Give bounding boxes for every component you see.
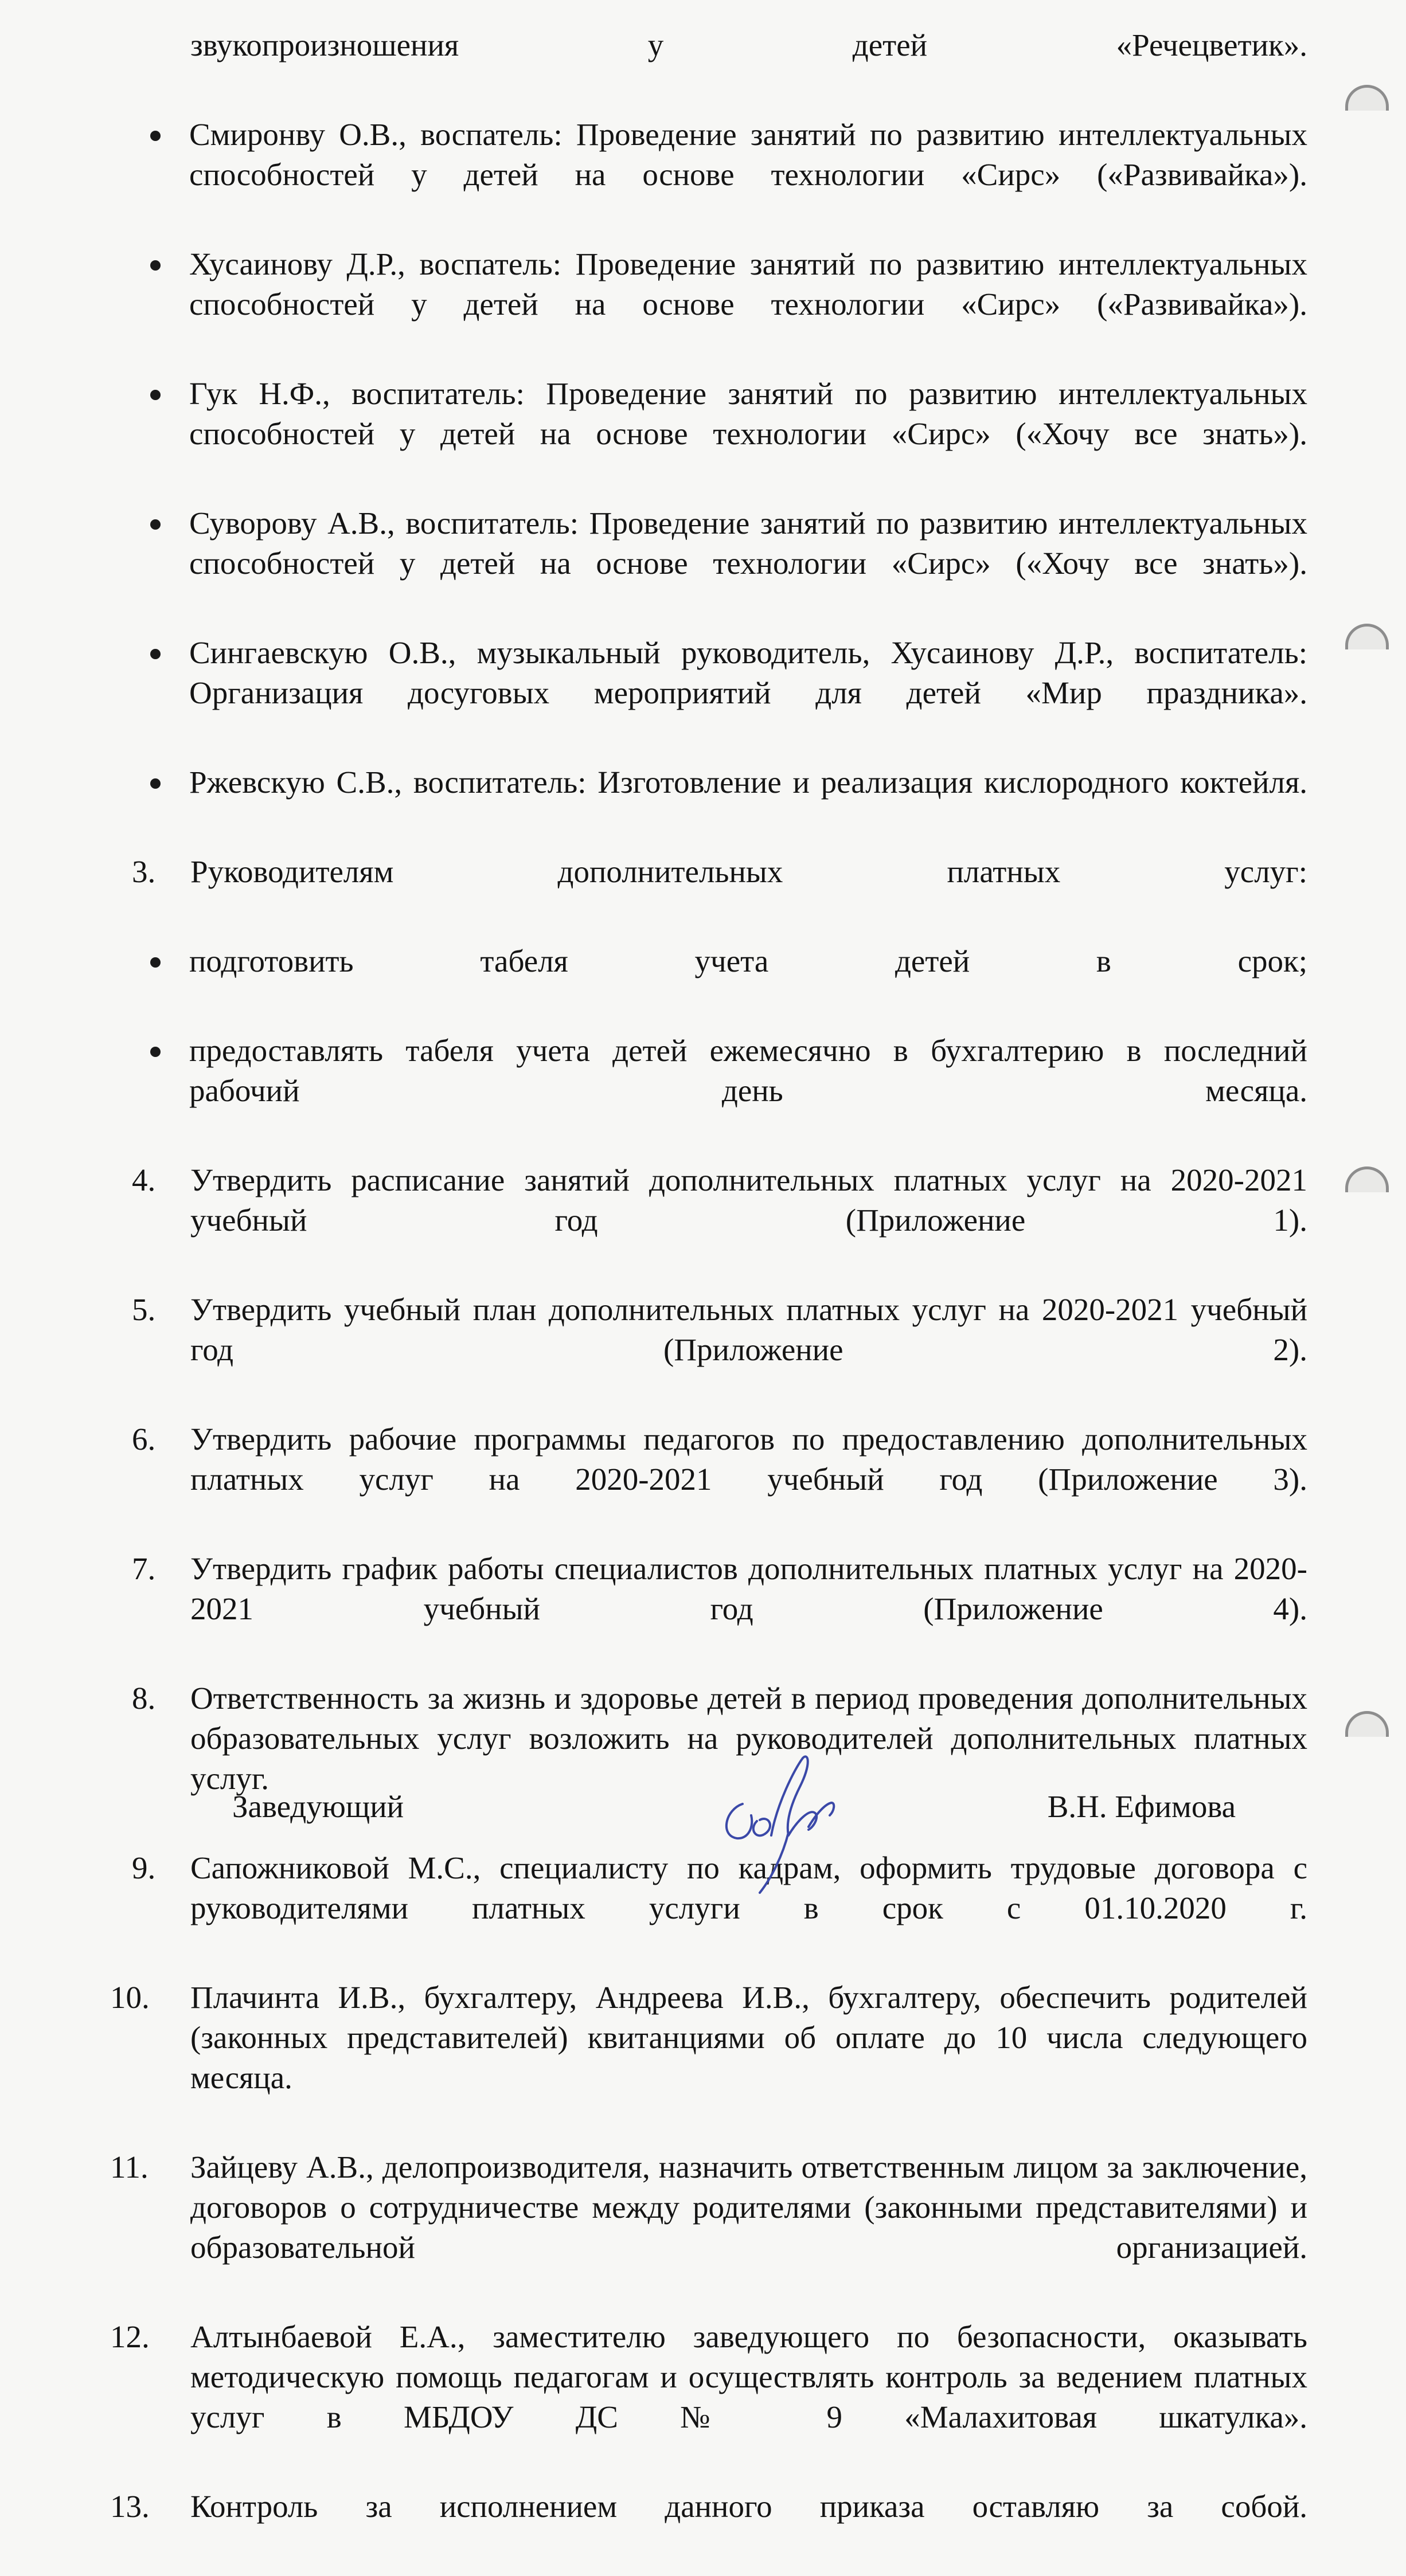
continued-text — [132, 25, 1307, 105]
item-text: Зайцеву А.В., делопроизводителя, назначить ответственным лицом за заключение, договоров о сотрудничестве между родителями (законными представителями) и образовательной организацией. — [190, 2150, 1307, 2265]
item-number: 6. — [132, 1422, 156, 1457]
item-text: Утвердить расписание занятий дополнительных платных услуг на 2020-2021 учебный год (Приложение 1). — [190, 1162, 1307, 1238]
numbered-item — [132, 1290, 1307, 1410]
item-text: Сингаевскую О.В., музыкальный руководитель, Хусаинову Д.Р., воспитатель: Организация досуговых мероприятий для детей «Мир праздника». — [189, 635, 1307, 710]
item-text: Плачинта И.В., бухгалтеру, Андреева И.В., бухгалтеру, обеспечить родителей (законных представителей) квитанциями об оплате до 10 числа следующего месяца. — [190, 1980, 1307, 2095]
bullet-item — [132, 374, 1307, 494]
numbered-item — [132, 852, 1307, 932]
numbered-item — [110, 2487, 1307, 2567]
item-text: Утвердить график работы специалистов дополнительных платных услуг на 2020-2021 учебный год (Приложение 4). — [190, 1551, 1307, 1626]
bullet-item — [132, 503, 1307, 624]
item-number: 9. — [132, 1850, 156, 1885]
item-text: Ответственность за жизнь и здоровье детей в период проведения дополнительных образовательных услуг возложить на руководителей дополнительных платных услуг. — [190, 1681, 1307, 1796]
signatory-name: В.Н. Ефимова — [1047, 1789, 1236, 1824]
binder-hole — [1345, 1166, 1389, 1192]
item-text: Гук Н.Ф., воспитатель: Проведение занятий по развитию интеллектуальных способностей у детей на основе технологии «Сирс» («Хочу все знать»). — [189, 376, 1307, 451]
item-text: Алтынбаевой Е.А., заместителю заведующего по безопасности, оказывать методическую помощь педагогам и осуществлять контроль за ведением платных услуг в МБДОУ ДС № 9 «Малахитовая шкатулка». — [190, 2319, 1307, 2434]
item-number: 5. — [132, 1292, 156, 1327]
bullet-icon — [150, 649, 161, 659]
item-text: подготовить табеля учета детей в срок; — [189, 944, 1307, 978]
numbered-item — [110, 2317, 1307, 2477]
numbered-item — [132, 1419, 1307, 1540]
item-text: звукопроизношения у детей «Речецветик». — [190, 28, 1307, 62]
item-number: 7. — [132, 1551, 156, 1586]
binder-hole — [1345, 85, 1389, 111]
numbered-item — [132, 1549, 1307, 1669]
item-number: 4. — [132, 1162, 156, 1197]
handwritten-signature — [702, 1735, 852, 1901]
item-text: Контроль за исполнением данного приказа оставляю за собой. — [190, 2489, 1307, 2524]
item-text: Утвердить рабочие программы педагогов по предоставлению дополнительных платных услуг на 2020-2021 учебный год (Приложение 3). — [190, 1422, 1307, 1497]
bullet-item — [132, 244, 1307, 365]
signatory-title: Заведующий — [232, 1789, 404, 1824]
item-text: Руководителям дополнительных платных услуг: — [190, 854, 1307, 889]
bullet-icon — [150, 131, 161, 141]
bullet-item — [132, 941, 1307, 1021]
numbered-item — [132, 1160, 1307, 1281]
bullet-item — [132, 115, 1307, 235]
item-number: 12. — [110, 2319, 150, 2354]
bullet-icon — [150, 1047, 161, 1057]
item-number: 11. — [110, 2150, 149, 2184]
bullet-icon — [150, 390, 161, 400]
binder-hole — [1345, 1711, 1389, 1737]
bullet-item — [132, 1031, 1307, 1151]
item-text: Суворову А.В., воспитатель: Проведение занятий по развитию интеллектуальных способностей у детей на основе технологии «Сирс» («Хочу все знать»). — [189, 506, 1307, 581]
numbered-item — [110, 1978, 1307, 2138]
binder-hole — [1345, 624, 1389, 649]
bullet-icon — [150, 260, 161, 271]
bullet-icon — [150, 778, 161, 789]
item-number: 3. — [132, 854, 156, 889]
numbered-item — [110, 2147, 1307, 2308]
document-body — [110, 25, 1307, 2576]
item-text: Сапожниковой М.С., специалисту по кадрам, оформить трудовые договора с руководителями платных услуги в срок с 01.10.2020 г. — [190, 1850, 1307, 1925]
item-text: Хусаинову Д.Р., воспатель: Проведение занятий по развитию интеллектуальных способностей у детей на основе технологии «Сирс» («Развивайка»). — [189, 246, 1307, 322]
signature-block — [232, 1787, 1236, 1844]
item-number: 13. — [110, 2489, 150, 2524]
bullet-icon — [150, 957, 161, 968]
item-number: 10. — [110, 1980, 150, 2015]
bullet-item — [132, 762, 1307, 843]
item-text: Смиронву О.В., воспатель: Проведение занятий по развитию интеллектуальных способностей у детей на основе технологии «Сирс» («Развивайка»). — [189, 117, 1307, 192]
item-text: Ржевскую С.В., воспитатель: Изготовление и реализация кислородного коктейля. — [189, 765, 1307, 800]
item-number: 8. — [132, 1681, 156, 1716]
bullet-item — [132, 633, 1307, 753]
item-text: предоставлять табеля учета детей ежемесячно в бухгалтерию в последний рабочий день месяца. — [189, 1033, 1307, 1108]
bullet-icon — [150, 519, 161, 530]
item-text: Утвердить учебный план дополнительных платных услуг на 2020-2021 учебный год (Приложение 2). — [190, 1292, 1307, 1367]
